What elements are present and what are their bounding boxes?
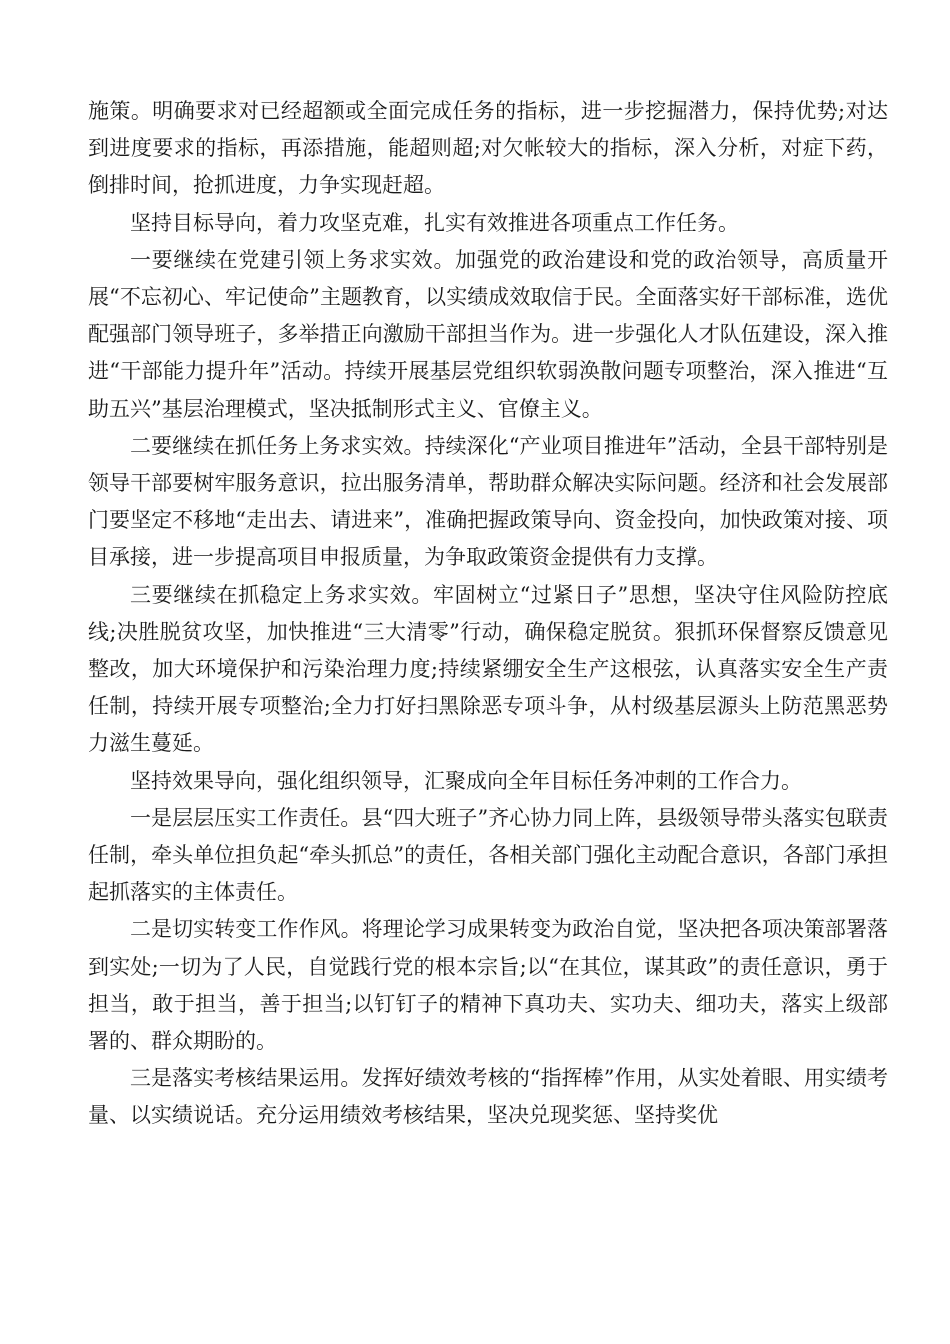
paragraph-responsibility: 一是层层压实工作责任。县“四大班子”齐心协力同上阵，县级领导带头落实包联责任制，牵头单位担负起“牵头抓总”的责任，各相关部门强化主动配合意识，各部门承担起抓落实的主体责任。 (88, 805, 888, 905)
section-heading-effect-orientation: 坚持效果导向，强化组织领导，汇聚成向全年目标任务冲刺的工作合力。 (130, 768, 802, 793)
paragraph-continuation: 施策。明确要求对已经超额或全面完成任务的指标，进一步挖掘潜力，保持优势;对达到进度要求的指标，再添措施，能超则超;对欠帐较大的指标，深入分析，对症下药，倒排时间，抢抓进度，力争实现赶超。 (88, 99, 888, 198)
paragraph-work-style: 二是切实转变工作作风。将理论学习成果转变为政治自觉，坚决把各项决策部署落到实处;一切为了人民，自觉践行党的根本宗旨;以“在其位，谋其政”的责任意识，勇于担当，敢于担当，善于担当;以钉钉子的精神下真功夫、实功夫、细功夫，落实上级部署的、群众期盼的。 (88, 917, 888, 1054)
section-heading-goal-orientation: 坚持目标导向，着力攻坚克难，扎实有效推进各项重点工作任务。 (130, 210, 739, 235)
paragraph-stability: 三要继续在抓稳定上务求实效。牢固树立“过紧日子”思想，坚决守住风险防控底线;决胜脱贫攻坚，加快推进“三大清零”行动，确保稳定脱贫。狠抓环保督察反馈意见整改，加大环境保护和污染治理力度;持续紧绷安全生产这根弦，认真落实安全生产责任制，持续开展专项整治;全力打好扫黑除恶专项斗争，从村级基层源头上防范黑恶势力滋生蔓延。 (88, 582, 888, 756)
paragraph-party-building: 一要继续在党建引领上务求实效。加强党的政治建设和党的政治领导，高质量开展“不忘初心、牢记使命”主题教育，以实绩成效取信于民。全面落实好干部标准，选优配强部门领导班子，多举措正向激励干部担当作为。进一步强化人才队伍建设，深入推进“干部能力提升年”活动。持续开展基层党组织软弱涣散问题专项整治，深入推进“互助五兴”基层治理模式，坚决抵制形式主义、官僚主义。 (88, 247, 888, 421)
paragraph-task-implementation: 二要继续在抓任务上务求实效。持续深化“产业项目推进年”活动，全县干部特别是领导干部要树牢服务意识，拉出服务清单，帮助群众解决实际问题。经济和社会发展部门要坚定不移地“走出去、请进来”，准确把握政策导向、资金投向，加快政策对接、项目承接，进一步提高项目申报质量，为争取政策资金提供有力支撑。 (88, 433, 888, 570)
paragraph-assessment: 三是落实考核结果运用。发挥好绩效考核的“指挥棒”作用，从实处着眼、用实绩考量、以实绩说话。充分运用绩效考核结果，坚决兑现奖惩、坚持奖优 (88, 1066, 888, 1128)
document-page (88, 93, 888, 1135)
